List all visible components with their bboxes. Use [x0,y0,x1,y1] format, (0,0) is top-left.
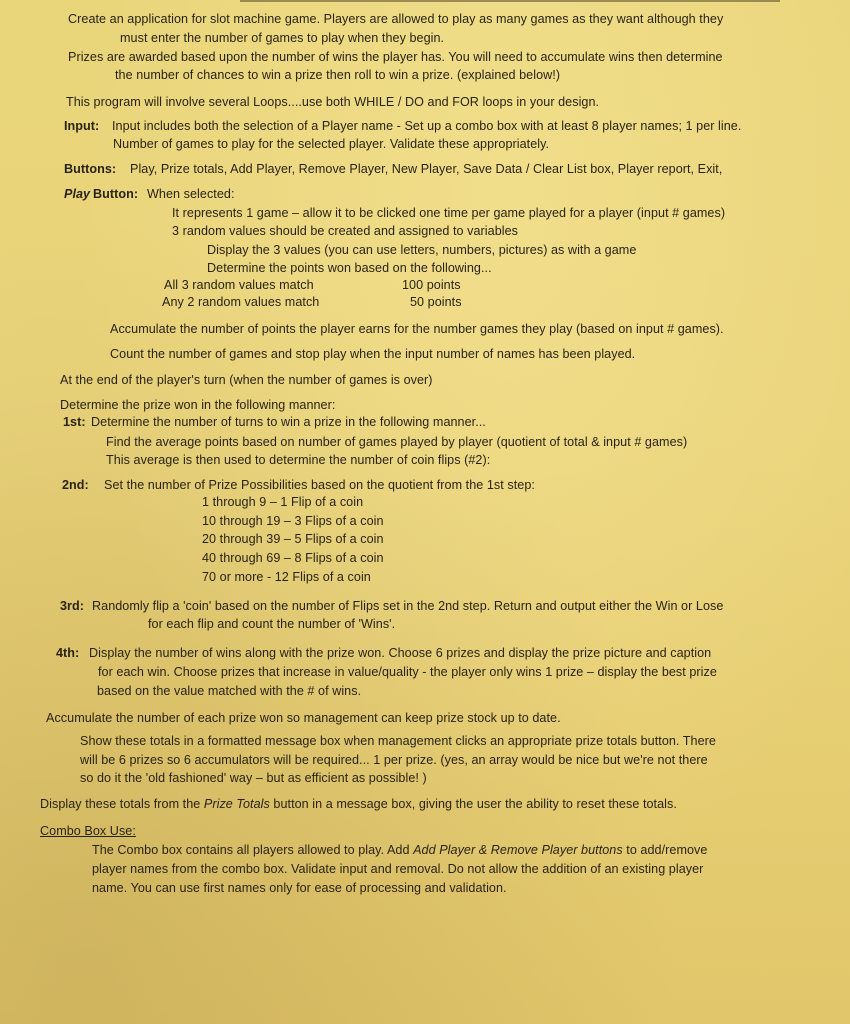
flip-range: 1 through 9 – 1 Flip of a coin [202,495,364,509]
rule-label: All 3 random values match [164,278,314,292]
flip-range: 20 through 39 – 5 Flips of a coin [202,532,384,546]
text-line: will be 6 prizes so 6 accumulators will be required... 1 per prize. (yes, an array would be nice but we're not there [80,753,708,767]
step-4-label: 4th: [56,646,80,660]
step-2-label: 2nd: [62,478,89,492]
text-line: 3 random values should be created and assigned to variables [172,224,518,238]
play-heading: Play [64,187,91,201]
text-line: This program will involve several Loops....use both WHILE / DO and FOR loops in your design. [66,95,600,109]
text-line: This average is then used to determine the number of coin flips (#2): [106,453,491,467]
text-line: name. You can use first names only for ease of processing and validation. [92,881,507,895]
header-rule [240,0,780,2]
text-line: Play, Prize totals, Add Player, Remove Player, New Player, Save Data / Clear List box, Player report, Exit, [130,162,723,176]
text-line: Create an application for slot machine game. Players are allowed to play as many games as they want although they [68,12,724,26]
text-line: the number of chances to win a prize then roll to win a prize. (explained below!) [115,68,561,82]
text-line: Randomly flip a 'coin' based on the number of Flips set in the 2nd step. Return and output either the Win or Lose [92,599,724,613]
text-line: At the end of the player's turn (when the number of games is over) [60,373,433,387]
text-line [40,797,677,812]
rule-label: Any 2 random values match [162,295,320,309]
text-run: The Combo box contains all players allowed to play. Add [92,843,410,857]
text-line: When selected: [147,187,235,201]
step-1-label: 1st: [63,415,86,429]
text-line: Prizes are awarded based upon the number of wins the player has. You will need to accumulate wins then determine [68,50,723,64]
text-line: player names from the combo box. Validate input and removal. Do not allow the addition of an existing player [92,862,704,876]
text-line: Input includes both the selection of a Player name - Set up a combo box with at least 8 player names; 1 per line. [112,119,742,133]
text-line: Number of games to play for the selected player. Validate these appropriately. [113,137,550,151]
text-run: to add/remove [626,843,708,857]
text-line: Display the 3 values (you can use letters, numbers, pictures) as with a game [207,243,637,257]
text-line: Find the average points based on number of games played by player (quotient of total & input # games) [106,435,688,449]
rule-points: 50 points [410,295,462,309]
text-line: for each win. Choose prizes that increase in value/quality - the player only wins 1 prize – display the best prize [98,665,717,679]
flip-range: 10 through 19 – 3 Flips of a coin [202,514,384,528]
text-line: Display the number of wins along with the prize won. Choose 6 prizes and display the prize picture and caption [89,646,712,660]
play-heading-suffix: Button: [93,187,139,201]
text-line: Accumulate the number of each prize won so management can keep prize stock up to date. [46,711,561,725]
text-line: Set the number of Prize Possibilities based on the quotient from the 1st step: [104,478,535,492]
text-line: based on the value matched with the # of wins. [97,684,362,698]
input-heading: Input: [64,119,100,133]
buttons-heading: Buttons: [64,162,117,176]
flip-range: 40 through 69 – 8 Flips of a coin [202,551,384,565]
text-line: Determine the number of turns to win a prize in the following manner... [91,415,486,429]
text-line [92,843,707,858]
player-buttons-ref: Add Player & Remove Player buttons [413,843,623,857]
text-line: for each flip and count the number of 'Wins'. [148,617,396,631]
text-line: Accumulate the number of points the player earns for the number games they play (based on input # games). [110,322,724,336]
flip-range: 70 or more - 12 Flips of a coin [202,570,371,584]
text-line: It represents 1 game – allow it to be clicked one time per game played for a player (input # games) [172,206,726,220]
combo-box-heading: Combo Box Use: [40,824,136,838]
rule-points: 100 points [402,278,461,292]
text-run: button in a message box, giving the user the ability to reset these totals. [273,797,677,811]
text-line: so do it the 'old fashioned' way – but as efficient as possible! ) [80,771,427,785]
text-line: Determine the points won based on the following... [207,261,492,275]
step-3-label: 3rd: [60,599,84,613]
text-line: Determine the prize won in the following manner: [60,398,336,412]
text-line: must enter the number of games to play when they begin. [120,31,445,45]
text-line: Show these totals in a formatted message box when management clicks an appropriate prize totals button. There [80,734,716,748]
text-run: Display these totals from the [40,797,201,811]
prize-totals-ref: Prize Totals [203,797,270,811]
text-line: Count the number of games and stop play when the input number of names has been played. [110,347,636,361]
